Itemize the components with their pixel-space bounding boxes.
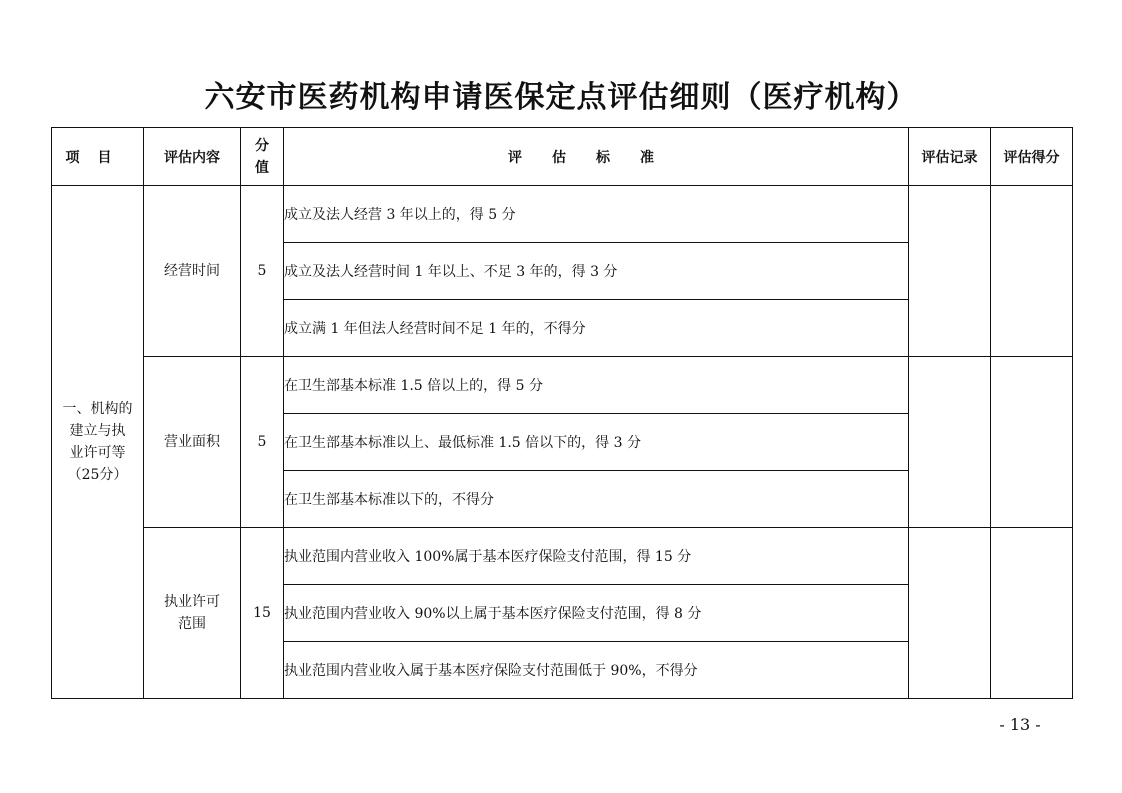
standard-cell: 在卫生部基本标准 1.5 倍以上的，得 5 分 [284,357,909,414]
evaluation-table [51,127,1073,699]
standard-cell: 执业范围内营业收入 100%属于基本医疗保险支付范围，得 15 分 [284,528,909,585]
header-result: 评估得分 [991,128,1073,186]
table-header-row [52,128,1073,186]
content-line: 范围 [178,616,206,632]
standard-cell: 执业范围内营业收入属于基本医疗保险支付范围低于 90%，不得分 [284,642,909,699]
header-item: 项目 [52,128,144,186]
result-cell [991,357,1073,528]
section-item-line: 一、机构的 [62,401,133,417]
content-cell-operating-time: 经营时间 [144,186,241,357]
section-item-line: 业许可等 [69,445,126,461]
content-line: 执业许可 [164,594,220,610]
section-item-line: 建立与执 [69,423,126,439]
header-score-line2: 值 [255,159,269,176]
score-cell-license-scope: 15 [241,528,284,699]
table-row [52,528,1073,585]
content-cell-license-scope [144,528,241,699]
header-score-line1: 分 [255,137,269,154]
score-cell-business-area: 5 [241,357,284,528]
result-cell [991,528,1073,699]
section-item-line: （25分） [67,467,128,483]
standard-cell: 在卫生部基本标准以下的，不得分 [284,471,909,528]
header-standard: 评估标准 [284,128,909,186]
standard-cell: 执业范围内营业收入 90%以上属于基本医疗保险支付范围，得 8 分 [284,585,909,642]
section-item-cell [52,186,144,699]
document-title: 六安市医药机构申请医保定点评估细则（医疗机构） [204,80,918,115]
header-content: 评估内容 [144,128,241,186]
standard-cell: 成立及法人经营时间 1 年以上、不足 3 年的，得 3 分 [284,243,909,300]
header-record: 评估记录 [909,128,991,186]
page-number: - 13 - [999,715,1041,734]
standard-cell: 成立满 1 年但法人经营时间不足 1 年的，不得分 [284,300,909,357]
standard-cell: 成立及法人经营 3 年以上的，得 5 分 [284,186,909,243]
header-score [241,128,284,186]
record-cell [909,186,991,357]
result-cell [991,186,1073,357]
standard-cell: 在卫生部基本标准以上、最低标准 1.5 倍以下的，得 3 分 [284,414,909,471]
table-row [52,357,1073,414]
score-cell-operating-time: 5 [241,186,284,357]
content-cell-business-area: 营业面积 [144,357,241,528]
record-cell [909,528,991,699]
table-row [52,186,1073,243]
record-cell [909,357,991,528]
